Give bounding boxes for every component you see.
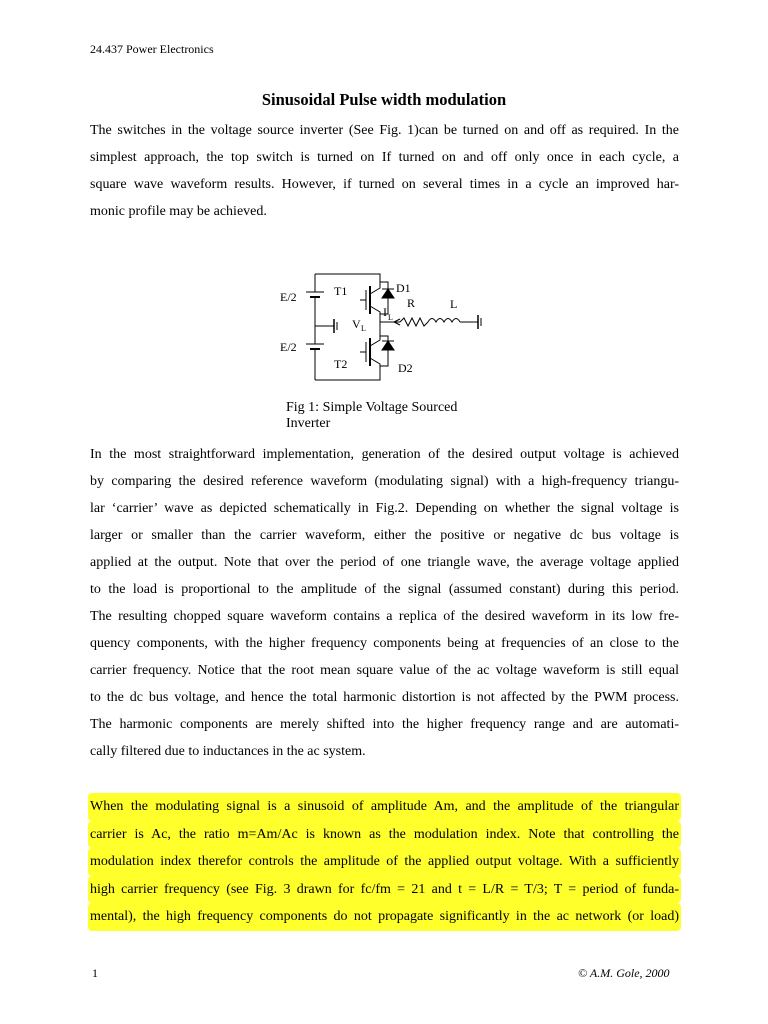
caption-line: Fig 1: Simple Voltage Sourced (286, 400, 458, 415)
diode-d1 (382, 289, 394, 298)
text-line: lar ‘carrier’ wave as depicted schematically in Fig.2. Depending on whether the signal voltage is (90, 501, 679, 516)
label-r: R (407, 296, 416, 310)
label-vl-sub: L (361, 324, 366, 333)
resistor-r (400, 318, 428, 326)
text-line: square wave waveform results. However, if turned on several times in a cycle an improved har- (90, 177, 679, 192)
highlighted-line: carrier is Ac, the ratio m=Am/Ac is known as the modulation index. Note that controlling the (88, 821, 681, 849)
label-e-bottom: E/2 (280, 340, 297, 354)
highlighted-line: high carrier frequency (see Fig. 3 drawn for fc/fm = 21 and t = L/R = T/3; T = period of funda- (88, 876, 681, 904)
highlighted-line: When the modulating signal is a sinusoid of amplitude Am, and the amplitude of the triangular (88, 793, 681, 821)
top-rail-wire (315, 274, 380, 282)
label-d2: D2 (398, 361, 413, 375)
caption-line: Inverter (286, 416, 331, 431)
label-t1: T1 (334, 284, 348, 298)
label-il-sub: L (388, 313, 393, 322)
intro-paragraph (90, 117, 679, 225)
page-number: 1 (92, 966, 98, 980)
text-line: by comparing the desired reference waveform (modulating signal) with a high-frequency triangu- (90, 474, 679, 489)
highlighted-paragraph (90, 793, 679, 931)
text-line: monic profile may be achieved. (90, 204, 267, 219)
label-l: L (450, 297, 458, 311)
text-line: The harmonic components are merely shifted into the higher frequency range and are automati- (90, 717, 679, 732)
text-line: cally filtered due to inductances in the ac system. (90, 744, 366, 759)
text-line: quency components, with the higher frequency components being at frequencies of an close to the (90, 636, 679, 651)
label-il: I (383, 305, 387, 319)
label-t2: T2 (334, 357, 348, 371)
copyright-notice: © A.M. Gole, 2000 (578, 966, 670, 980)
bottom-rail-wire (315, 370, 380, 380)
text-line: applied at the output. Note that over the period of one triangle wave, the average voltage applied (90, 555, 679, 570)
highlighted-line: mental), the high frequency components do not propagate significantly in the ac network (or load) (88, 903, 681, 931)
label-vl: V (352, 317, 361, 331)
text-line: carrier frequency. Notice that the root mean square value of the ac voltage waveform is still equal (90, 663, 679, 678)
diode-d2 (382, 341, 394, 350)
text-line: larger or smaller than the carrier waveform, either the positive or negative dc bus voltage is (90, 528, 679, 543)
igbt-t1 (370, 282, 380, 322)
inductor-l (428, 319, 460, 323)
body-paragraph (90, 441, 679, 765)
text-line: to the dc bus voltage, and hence the total harmonic distortion is not affected by the PWM process. (90, 690, 679, 705)
running-header: 24.437 Power Electronics (90, 42, 214, 56)
text-line: The resulting chopped square waveform contains a replica of the desired waveform in its low fre- (90, 609, 679, 624)
text-line: to the load is proportional to the amplitude of the signal (assumed constant) during this period. (90, 582, 679, 597)
inverter-circuit-diagram (270, 262, 500, 392)
text-line: In the most straightforward implementation, generation of the desired output voltage is achieved (90, 447, 679, 462)
igbt-t2 (370, 334, 380, 370)
highlighted-line: modulation index therefor controls the amplitude of the applied output voltage. With a sufficiently (88, 848, 681, 876)
text-line: simplest approach, the top switch is turned on If turned on and off only once in each cycle, a (90, 150, 679, 165)
text-line: The switches in the voltage source inverter (See Fig. 1)can be turned on and off as required. In the (90, 123, 679, 138)
figure-caption (286, 400, 486, 432)
section-title: Sinusoidal Pulse width modulation (261, 90, 507, 109)
label-e-top: E/2 (280, 290, 297, 304)
label-d1: D1 (396, 281, 411, 295)
